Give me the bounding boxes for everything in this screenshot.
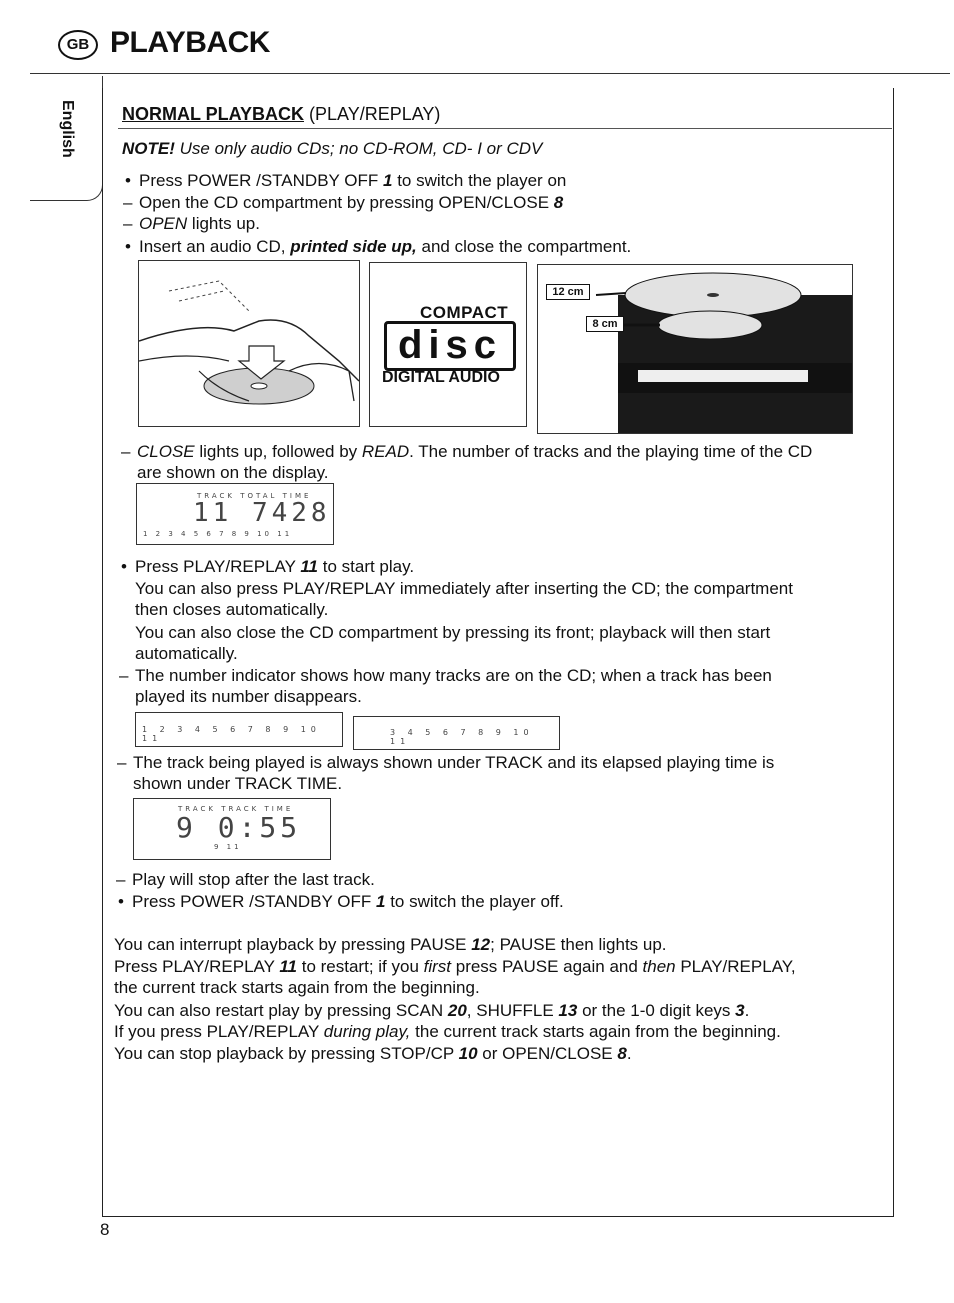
header-rule — [30, 73, 950, 74]
key-ref: 20 — [447, 1001, 467, 1020]
step-text: , SHUFFLE — [466, 1001, 559, 1020]
pause-line-4 — [114, 1000, 749, 1021]
step-text: . The number of tracks and the playing time of the CD — [409, 442, 813, 461]
number-indicator-line: – The number indicator shows how many tracks are on the CD; when a track has been — [135, 665, 772, 686]
lcd-track-numbers: 9 11 — [214, 843, 242, 851]
key-ref: 1 — [383, 171, 393, 190]
step-text: Open the CD compartment by pressing OPEN/CLOSE — [139, 193, 554, 212]
step-text: to switch the player off. — [385, 892, 564, 911]
lcd-display-total — [136, 483, 334, 545]
hand-insert-cd-illustration — [138, 260, 360, 427]
pause-line-6 — [114, 1043, 632, 1064]
step-text: or the 1-0 digit keys — [577, 1001, 736, 1020]
step-text: the current track starts again from the beginning. — [410, 1022, 781, 1041]
lcd-labels: TRACK TOTAL TIME — [197, 492, 312, 500]
play-note-3: You can also close the CD compartment by pressing its front; playback will then start — [135, 623, 771, 642]
step-open — [139, 192, 563, 213]
note-label: NOTE! — [122, 139, 175, 158]
step-text: Press POWER /STANDBY OFF — [139, 171, 384, 190]
logo-disc: disc — [384, 321, 516, 371]
pause-line-5 — [114, 1021, 781, 1042]
step-text: ; PAUSE then lights up. — [490, 935, 667, 954]
step-play — [135, 556, 414, 577]
display-word: CLOSE — [137, 442, 195, 461]
step-insert-cd — [139, 236, 631, 257]
step-text: press PAUSE again and — [451, 957, 643, 976]
key-ref: 10 — [458, 1044, 478, 1063]
step-text: to restart; if you — [297, 957, 424, 976]
section-heading — [122, 104, 440, 125]
language-badge: GB — [58, 30, 98, 60]
pause-line-3: the current track starts again from the beginning. — [114, 978, 480, 997]
key-ref: 13 — [558, 1001, 578, 1020]
key-ref: 3 — [735, 1001, 745, 1020]
close-read-line — [137, 441, 812, 462]
emphasis: then — [642, 957, 676, 976]
logo-digital-audio: DIGITAL AUDIO — [382, 369, 500, 386]
step-text: Press PLAY/REPLAY — [135, 557, 301, 576]
stop-after-last: – Play will stop after the last track. — [132, 869, 375, 890]
lcd-track-indicator-partial — [353, 716, 560, 750]
logo-compact: COMPACT — [420, 303, 509, 322]
step-text: Press PLAY/REPLAY — [114, 957, 280, 976]
emphasis: first — [423, 957, 452, 976]
display-word: READ — [361, 442, 410, 461]
lcd-labels: TRACK TRACK TIME — [178, 805, 294, 813]
section-subtitle: (PLAY/REPLAY) — [304, 104, 441, 124]
step-text: and close the compartment. — [416, 237, 632, 256]
key-ref: 8 — [617, 1044, 627, 1063]
step-text: You can stop playback by pressing STOP/CP — [114, 1044, 459, 1063]
lcd-digits: 9 0:55 — [176, 811, 302, 844]
step-text: PLAY/REPLAY, — [675, 957, 796, 976]
step-open-lights — [139, 213, 260, 234]
step-text: . — [626, 1044, 632, 1063]
step-text: or OPEN/CLOSE — [477, 1044, 618, 1063]
key-ref: 11 — [300, 557, 319, 576]
note — [122, 138, 542, 159]
note-text: Use only audio CDs; no CD-ROM, CD- I or CDV — [174, 139, 543, 158]
close-read-line-2: are shown on the display. — [137, 463, 329, 482]
key-ref: 11 — [279, 957, 298, 976]
step-text: You can interrupt playback by pressing PAUSE — [114, 935, 472, 954]
key-ref: 1 — [376, 892, 386, 911]
lcd-track-numbers: 1 2 3 4 5 6 7 8 9 10 11 — [143, 530, 293, 538]
key-ref: 8 — [553, 193, 564, 212]
play-note-2: then closes automatically. — [135, 600, 329, 619]
lcd-display-track-time — [133, 798, 331, 860]
lcd-digits: 11 7428 — [193, 498, 331, 528]
step-power-on — [139, 170, 566, 191]
step-text: lights up, followed by — [194, 442, 362, 461]
step-text: Insert an audio CD, — [139, 237, 291, 256]
step-text: You can also restart play by pressing SCAN — [114, 1001, 448, 1020]
section-title: NORMAL PLAYBACK — [122, 104, 305, 124]
play-note-4: automatically. — [135, 644, 238, 663]
lcd-track-numbers: 1 2 3 4 5 6 7 8 9 10 11 — [142, 725, 321, 743]
lcd-track-indicator-full — [135, 712, 343, 747]
track-time-line: – The track being played is always shown under TRACK and its elapsed playing time is — [133, 752, 774, 773]
key-ref: 12 — [471, 935, 491, 954]
emphasis: during play, — [323, 1022, 411, 1041]
step-text: to start play. — [318, 557, 415, 576]
language-label: English — [59, 100, 76, 158]
emphasis: printed side up, — [290, 237, 417, 256]
step-text: lights up. — [187, 214, 260, 233]
page-number: 8 — [100, 1220, 110, 1239]
page-title: PLAYBACK — [110, 26, 270, 59]
section-rule — [118, 128, 892, 129]
pause-line-2 — [114, 956, 796, 977]
lcd-track-numbers: 3 4 5 6 7 8 9 10 11 — [390, 728, 534, 746]
step-text: If you press PLAY/REPLAY — [114, 1022, 324, 1041]
track-time-line-2: shown under TRACK TIME. — [133, 774, 343, 793]
step-power-off — [132, 891, 564, 912]
step-text: Press POWER /STANDBY OFF — [132, 892, 377, 911]
pause-line-1 — [114, 934, 667, 955]
step-text: . — [744, 1001, 750, 1020]
cd-tray-illustration — [537, 264, 853, 434]
label-12cm: 12 cm — [546, 284, 590, 300]
compact-disc-logo — [369, 262, 527, 427]
step-text: to switch the player on — [392, 171, 567, 190]
label-8cm: 8 cm — [586, 316, 624, 332]
play-note-1: You can also press PLAY/REPLAY immediately after inserting the CD; the compartment — [135, 579, 793, 598]
display-word: OPEN — [139, 214, 188, 233]
number-indicator-line-2: played its number disappears. — [135, 687, 362, 706]
